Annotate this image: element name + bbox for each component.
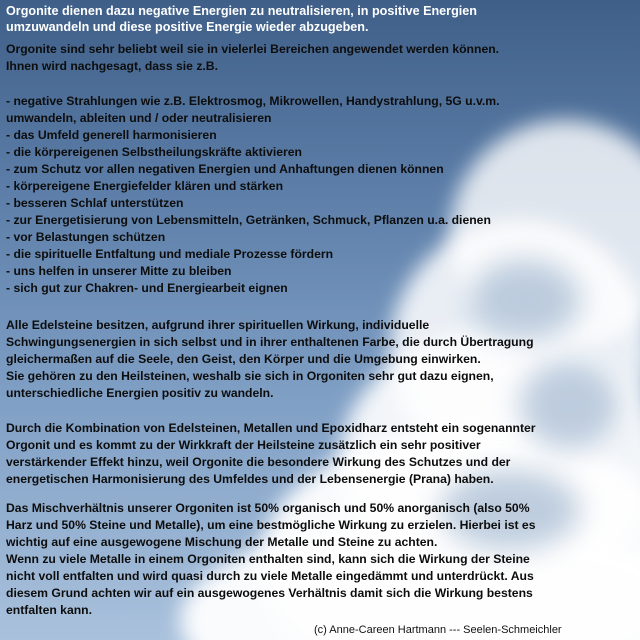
paragraph-line: Orgonit und es kommt zu der Wirkkraft der Heilsteine zusätzlich ein sehr positiver xyxy=(6,438,481,452)
list-item: - vor Belastungen schützen xyxy=(6,230,166,244)
paragraph-line: Das Mischverhältnis unserer Orgoniten ist 50% organisch und 50% anorganisch (also 50% xyxy=(6,501,530,515)
list-item: - das Umfeld generell harmonisieren xyxy=(6,128,217,142)
list-item: umwandeln, ableiten und / oder neutralisieren xyxy=(6,111,272,125)
intro-line: Orgonite sind sehr beliebt weil sie in vielerlei Bereichen angewendet werden können. xyxy=(6,42,500,56)
paragraph-line: gleichermaßen auf die Seele, den Geist, den Körper und die Umgebung einwirken. xyxy=(6,352,481,366)
list-item: - die spirituelle Entfaltung und mediale Prozesse fördern xyxy=(6,247,334,261)
list-item: - zur Energetisierung von Lebensmitteln, Getränken, Schmuck, Pflanzen u.a. dienen xyxy=(6,213,491,227)
paragraph-line: Schwingungsenergien in sich selbst und in ihrer enthaltenen Farbe, die durch Übertragung xyxy=(6,335,534,349)
list-item: - negative Strahlungen wie z.B. Elektrosmog, Mikrowellen, Handystrahlung, 5G u.v.m. xyxy=(6,94,500,108)
list-item: - körpereigene Energiefelder klären und stärken xyxy=(6,179,284,193)
paragraph-line: Alle Edelsteine besitzen, aufgrund ihrer spirituellen Wirkung, individuelle xyxy=(6,318,430,332)
list-item: - zum Schutz vor allen negativen Energien und Anhaftungen dienen können xyxy=(6,162,444,176)
paragraph-line: unterschiedliche Energien positiv zu wandeln. xyxy=(6,386,274,400)
paragraph-line: verstärkender Effekt hinzu, weil Orgonite die besondere Wirkung des Schutzes und der xyxy=(6,455,511,469)
list-item: - uns helfen in unserer Mitte zu bleiben xyxy=(6,264,232,278)
paragraph-line: Wenn zu viele Metalle in einem Orgoniten enthalten sind, kann sich die Wirkung der Steine xyxy=(6,552,530,566)
paragraph-line: Durch die Kombination von Edelsteinen, Metallen und Epoxidharz entsteht ein sogenannter xyxy=(6,421,536,435)
paragraph-line: wichtig auf eine ausgewogene Mischung der Metalle und Steine zu achten. xyxy=(6,535,438,549)
list-item: - besseren Schlaf unterstützen xyxy=(6,196,184,210)
header-line: Orgonite dienen dazu negative Energien zu neutralisieren, in positive Energien xyxy=(6,4,477,18)
paragraph-line: entfalten kann. xyxy=(6,603,93,617)
list-item: - die körpereigenen Selbstheilungskräfte aktivieren xyxy=(6,145,302,159)
intro-line: Ihnen wird nachgesagt, dass sie z.B. xyxy=(6,59,218,73)
paragraph-line: energetischen Harmonisierung des Umfeldes und der Lebensenergie (Prana) haben. xyxy=(6,472,494,486)
copyright-note: (c) Anne-Careen Hartmann --- Seelen-Schmeichler xyxy=(314,624,562,636)
paragraph-line: Harz und 50% Steine und Metalle), um eine bestmögliche Wirkung zu erzielen. Hierbei ist es xyxy=(6,518,536,532)
header-line: umzuwandeln und diese positive Energie wieder abzugeben. xyxy=(6,20,369,34)
list-item: - sich gut zur Chakren- und Energiearbeit eignen xyxy=(6,281,288,295)
paragraph-line: diesem Grund achten wir auf ein ausgewogenes Verhältnis damit sich die Wirkung bestens xyxy=(6,586,533,600)
paragraph-line: Sie gehören zu den Heilsteinen, weshalb sie sich in Orgoniten sehr gut dazu eignen, xyxy=(6,369,494,383)
paragraph-line: nicht voll entfalten und wird quasi durch zu viele Metalle eingedämmt und unterdrückt. Aus xyxy=(6,569,534,583)
